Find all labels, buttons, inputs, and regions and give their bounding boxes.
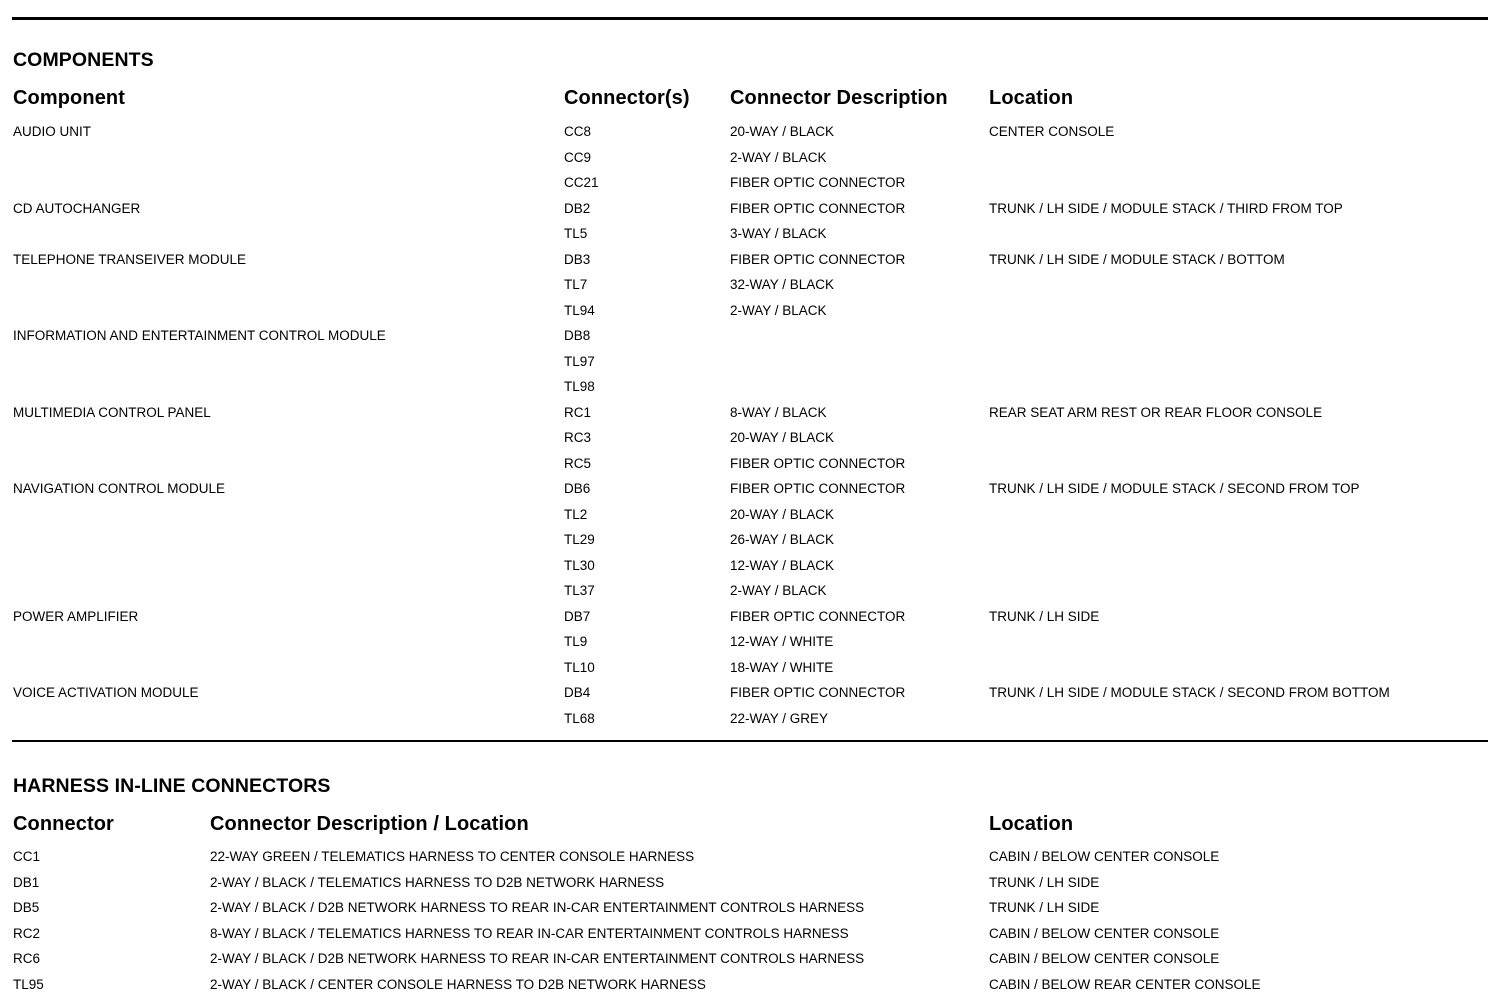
components-title: COMPONENTS bbox=[13, 49, 154, 71]
connector-id: CC9 bbox=[564, 149, 592, 165]
connector-id: TL97 bbox=[564, 353, 595, 369]
connector-description: 20-WAY / BLACK bbox=[730, 506, 835, 522]
header-connector: Connector bbox=[13, 813, 114, 835]
connector-id: TL94 bbox=[564, 302, 595, 318]
location: TRUNK / LH SIDE / MODULE STACK / SECOND FROM TOP bbox=[989, 481, 1360, 496]
connector-id: RC1 bbox=[564, 404, 592, 420]
table-row bbox=[0, 900, 1504, 925]
connector-id: DB7 bbox=[564, 608, 591, 624]
connector-description: 3-WAY / BLACK bbox=[730, 226, 827, 241]
connector-id: TL9 bbox=[564, 634, 588, 649]
table-row bbox=[0, 430, 1504, 455]
connector-id: TL29 bbox=[564, 532, 595, 547]
table-row bbox=[0, 277, 1504, 302]
connector-id: DB8 bbox=[564, 328, 591, 343]
connector-description: FIBER OPTIC CONNECTOR bbox=[730, 685, 906, 700]
table-row bbox=[0, 507, 1504, 532]
table-row bbox=[0, 977, 1504, 1002]
connector-description: 32-WAY / BLACK bbox=[730, 277, 835, 292]
connector-id: CC1 bbox=[13, 849, 41, 864]
connector-id: TL10 bbox=[564, 659, 595, 675]
component-name: CD AUTOCHANGER bbox=[13, 200, 141, 216]
table-row bbox=[0, 660, 1504, 685]
connector-id: TL37 bbox=[564, 583, 595, 598]
table-row bbox=[0, 685, 1504, 710]
harness-title: HARNESS IN-LINE CONNECTORS bbox=[13, 775, 331, 797]
location: CABIN / BELOW CENTER CONSOLE bbox=[989, 925, 1220, 941]
connector-description: 22-WAY GREEN / TELEMATICS HARNESS TO CENTER CONSOLE HARNESS bbox=[210, 849, 695, 864]
connector-description: 2-WAY / BLACK bbox=[730, 583, 827, 598]
table-row bbox=[0, 532, 1504, 557]
connector-id: CC8 bbox=[564, 124, 592, 139]
connector-id: TL68 bbox=[564, 710, 595, 726]
header-location: Location bbox=[989, 87, 1074, 109]
connector-description: FIBER OPTIC CONNECTOR bbox=[730, 608, 906, 624]
table-row bbox=[0, 951, 1504, 976]
connector-description: 22-WAY / GREY bbox=[730, 710, 829, 726]
connector-description: 8-WAY / BLACK / TELEMATICS HARNESS TO REAR IN-CAR ENTERTAINMENT CONTROLS HARNESS bbox=[210, 925, 849, 941]
connector-id: DB6 bbox=[564, 481, 591, 496]
location: TRUNK / LH SIDE bbox=[989, 900, 1100, 915]
connector-id: RC6 bbox=[13, 951, 41, 966]
table-row bbox=[0, 150, 1504, 175]
location: CABIN / BELOW REAR CENTER CONSOLE bbox=[989, 976, 1261, 992]
connector-id: CC21 bbox=[564, 175, 599, 190]
header-connectors: Connector(s) bbox=[564, 87, 690, 109]
location: TRUNK / LH SIDE / MODULE STACK / BOTTOM bbox=[989, 251, 1285, 267]
table-row bbox=[0, 303, 1504, 328]
connector-id: DB3 bbox=[564, 251, 591, 267]
connector-description: 2-WAY / BLACK / D2B NETWORK HARNESS TO REAR IN-CAR ENTERTAINMENT CONTROLS HARNESS bbox=[210, 900, 865, 915]
connector-id: DB2 bbox=[564, 200, 591, 216]
table-row bbox=[0, 175, 1504, 200]
connector-description: FIBER OPTIC CONNECTOR bbox=[730, 481, 906, 496]
connector-id: TL5 bbox=[564, 226, 588, 241]
connector-id: RC3 bbox=[564, 430, 592, 445]
connector-id: TL95 bbox=[13, 976, 44, 992]
connector-description: 12-WAY / WHITE bbox=[730, 634, 834, 649]
table-row bbox=[0, 201, 1504, 226]
connector-id: TL2 bbox=[564, 506, 588, 522]
connector-id: DB1 bbox=[13, 874, 40, 890]
table-row bbox=[0, 849, 1504, 874]
table-row bbox=[0, 226, 1504, 251]
table-row bbox=[0, 558, 1504, 583]
connector-description: 2-WAY / BLACK bbox=[730, 149, 827, 165]
connector-description: 2-WAY / BLACK bbox=[730, 302, 827, 318]
connector-id: DB4 bbox=[564, 685, 591, 700]
table-row bbox=[0, 354, 1504, 379]
connector-description: 8-WAY / BLACK bbox=[730, 404, 827, 420]
component-name: TELEPHONE TRANSEIVER MODULE bbox=[13, 251, 247, 267]
connector-id: TL30 bbox=[564, 557, 595, 573]
connector-description: 2-WAY / BLACK / CENTER CONSOLE HARNESS TO D2B NETWORK HARNESS bbox=[210, 976, 706, 992]
header-harness-location: Location bbox=[989, 813, 1074, 835]
header-component: Component bbox=[13, 87, 125, 109]
component-name: POWER AMPLIFIER bbox=[13, 608, 139, 624]
table-row bbox=[0, 252, 1504, 277]
section-divider bbox=[12, 740, 1488, 742]
table-row bbox=[0, 583, 1504, 608]
location: CENTER CONSOLE bbox=[989, 124, 1115, 139]
table-row bbox=[0, 481, 1504, 506]
top-divider bbox=[12, 17, 1488, 20]
location: TRUNK / LH SIDE / MODULE STACK / SECOND FROM BOTTOM bbox=[989, 685, 1390, 700]
table-row bbox=[0, 124, 1504, 149]
location: TRUNK / LH SIDE / MODULE STACK / THIRD FROM TOP bbox=[989, 200, 1343, 216]
component-name: INFORMATION AND ENTERTAINMENT CONTROL MODULE bbox=[13, 328, 386, 343]
connector-description: 20-WAY / BLACK bbox=[730, 124, 835, 139]
location: TRUNK / LH SIDE bbox=[989, 608, 1100, 624]
header-connector-description: Connector Description bbox=[730, 87, 948, 109]
connector-id: TL98 bbox=[564, 379, 595, 394]
connector-id: TL7 bbox=[564, 277, 588, 292]
table-row bbox=[0, 875, 1504, 900]
table-row bbox=[0, 634, 1504, 659]
location: TRUNK / LH SIDE bbox=[989, 874, 1100, 890]
location: CABIN / BELOW CENTER CONSOLE bbox=[989, 849, 1220, 864]
table-row bbox=[0, 926, 1504, 951]
header-description-location: Connector Description / Location bbox=[210, 813, 529, 835]
connector-id: DB5 bbox=[13, 900, 40, 915]
connector-description: 2-WAY / BLACK / D2B NETWORK HARNESS TO REAR IN-CAR ENTERTAINMENT CONTROLS HARNESS bbox=[210, 951, 865, 966]
table-row bbox=[0, 379, 1504, 404]
component-name: NAVIGATION CONTROL MODULE bbox=[13, 481, 226, 496]
location: CABIN / BELOW CENTER CONSOLE bbox=[989, 951, 1220, 966]
connector-description: 2-WAY / BLACK / TELEMATICS HARNESS TO D2B NETWORK HARNESS bbox=[210, 874, 665, 890]
connector-id: RC5 bbox=[564, 455, 592, 471]
location: REAR SEAT ARM REST OR REAR FLOOR CONSOLE bbox=[989, 404, 1323, 420]
connector-description: FIBER OPTIC CONNECTOR bbox=[730, 251, 906, 267]
table-row bbox=[0, 456, 1504, 481]
table-row bbox=[0, 328, 1504, 353]
table-row bbox=[0, 711, 1504, 736]
table-row bbox=[0, 609, 1504, 634]
connector-description: FIBER OPTIC CONNECTOR bbox=[730, 455, 906, 471]
connector-description: FIBER OPTIC CONNECTOR bbox=[730, 175, 906, 190]
component-name: MULTIMEDIA CONTROL PANEL bbox=[13, 404, 211, 420]
component-name: AUDIO UNIT bbox=[13, 124, 92, 139]
connector-description: 12-WAY / BLACK bbox=[730, 557, 835, 573]
connector-description: FIBER OPTIC CONNECTOR bbox=[730, 200, 906, 216]
connector-description: 18-WAY / WHITE bbox=[730, 659, 834, 675]
component-name: VOICE ACTIVATION MODULE bbox=[13, 685, 199, 700]
connector-id: RC2 bbox=[13, 925, 41, 941]
connector-description: 26-WAY / BLACK bbox=[730, 532, 835, 547]
connector-description: 20-WAY / BLACK bbox=[730, 430, 835, 445]
table-row bbox=[0, 405, 1504, 430]
